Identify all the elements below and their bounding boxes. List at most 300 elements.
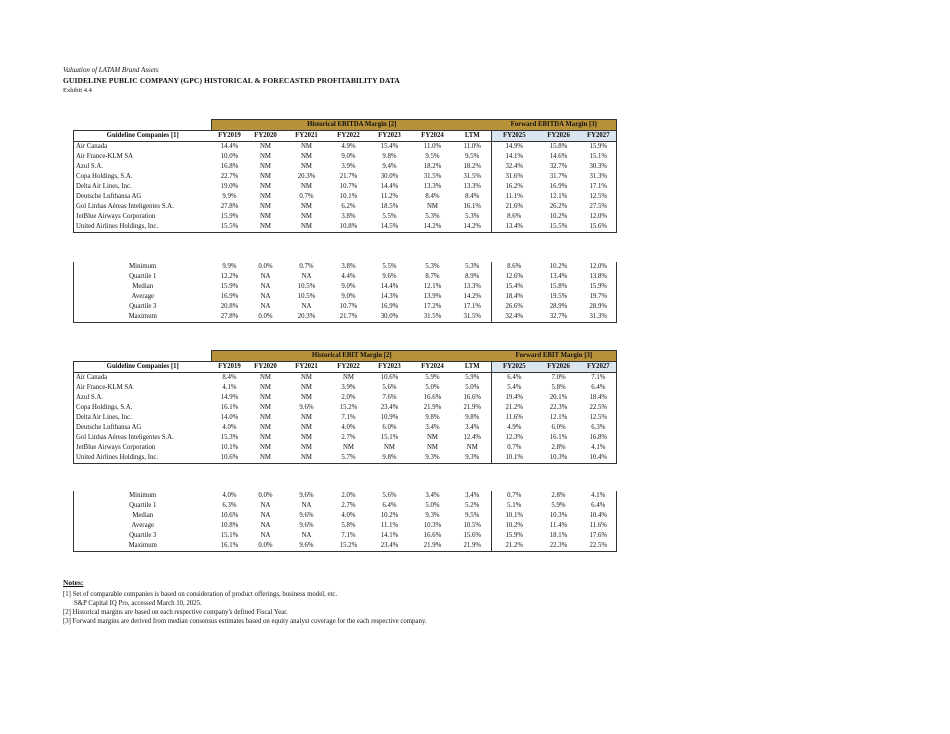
stat-value: 10.8% [220,522,239,529]
band-spacer [74,351,212,362]
company-name: Air France-KLM SA [74,383,212,393]
stat-value: 9.6% [299,522,314,529]
stat-name: Quartile 1 [74,501,212,511]
margin-value: 11.0% [423,143,442,150]
stat-value: 9.5% [465,512,480,519]
column-header-fy2019: FY2019 [212,131,248,142]
margin-value: NM [301,444,312,451]
stat-value: 16.9% [380,303,399,310]
stat-value: 8.7% [425,273,440,280]
margin-value: NM [260,163,271,170]
stat-value: 15.6% [463,532,482,539]
margin-value: 10.9% [380,414,399,421]
stat-value: 19.5% [549,293,568,300]
note-3: [3] Forward margins are derived from median consensus estimates based on equity analyst coverage for the each respective company. [63,618,427,625]
margin-value: 10.6% [212,453,248,464]
margin-value: 9.4% [382,163,397,170]
column-header-fy2022: FY2022 [330,131,368,142]
stat-value: 10.2% [380,512,399,519]
company-name: Air Canada [74,142,212,153]
margin-value: 10.1% [220,444,239,451]
margin-value: 15.6% [581,222,617,233]
margin-value: 5.5% [382,213,397,220]
margin-value: 3.8% [341,213,356,220]
margin-value: NM [260,434,271,441]
company-name: Gol Linhas Aéreas Inteligentes S.A. [74,202,212,212]
margin-value: 21.6% [492,202,537,212]
section-band-row [74,351,617,362]
margin-value: 26.2% [549,203,568,210]
column-header-fy2022: FY2022 [330,362,368,373]
stat-value: 30.0% [368,312,412,323]
margin-value: 12.0% [581,212,617,222]
margin-value: 15.5% [212,222,248,233]
margin-value: 6.0% [551,424,566,431]
stat-row [74,511,617,521]
margin-value: 14.1% [492,152,537,162]
margin-value: 5.3% [465,213,480,220]
margin-value: 8.4% [465,193,480,200]
margin-value: 15.4% [380,143,399,150]
stat-value: 10.3% [423,522,442,529]
stat-value: 13.4% [549,273,568,280]
margin-value: 31.5% [463,173,482,180]
margin-value: 16.1% [220,404,239,411]
stat-value: 17.1% [463,303,482,310]
stat-value: 4.0% [341,512,356,519]
margin-value: 2.8% [551,444,566,451]
margin-value: 32.4% [492,162,537,172]
margin-value: 15.5% [537,222,581,233]
company-name: Deutsche Lufthansa AG [74,192,212,202]
company-row [74,142,617,153]
margin-value: NM [260,193,271,200]
margin-value: 11.6% [492,413,537,423]
company-row [74,182,617,192]
margin-value: 27.8% [220,203,239,210]
stat-value: 0.0% [258,263,273,270]
column-header-fy2020: FY2020 [248,362,284,373]
stat-value: 14.1% [380,532,399,539]
section-band-row [74,120,617,131]
report-title: GUIDELINE PUBLIC COMPANY (GPC) HISTORICAL & FORECASTED PROFITABILITY DATA [63,76,400,85]
company-row [74,222,617,233]
stat-value: 28.9% [581,302,617,312]
column-header-fy2020: FY2020 [248,131,284,142]
stat-name: Average [74,292,212,302]
stat-row [74,282,617,292]
stat-value: 15.9% [581,282,617,292]
margin-value: 20.3% [297,173,316,180]
column-header-fy2025: FY2025 [492,362,537,373]
stat-value: 0.7% [299,263,314,270]
stat-value: 19.7% [581,292,617,302]
stat-value: 9.6% [382,273,397,280]
stat-value: 22.3% [537,541,581,552]
stat-value: NA [301,502,312,509]
margin-value: 18.2% [423,163,442,170]
stat-value: 17.6% [581,531,617,541]
stat-value: 4.0% [222,492,237,499]
stat-name: Quartile 3 [74,531,212,541]
margin-value: NM [301,394,312,401]
stat-row [74,501,617,511]
column-header-row [74,362,617,373]
margin-value: 10.8% [330,222,368,233]
stat-value: 12.6% [492,272,537,282]
stat-row [74,262,617,272]
stat-value: NA [260,502,271,509]
stat-value: 15.1% [220,532,239,539]
stat-value: NA [260,293,271,300]
ebit-summary-stats-table [73,491,617,552]
margin-value: NM [248,222,284,233]
stat-value: 5.3% [465,263,480,270]
margin-value: 21.9% [463,404,482,411]
companies-column-header: Guideline Companies [1] [74,131,212,142]
company-name: Copa Holdings, S.A. [74,172,212,182]
stat-name: Maximum [74,312,212,323]
margin-value: NM [301,384,312,391]
margin-value: 6.4% [492,373,537,384]
margin-value: 22.7% [220,173,239,180]
company-row [74,443,617,453]
exhibit-label: Exhibit 4.4 [63,87,92,94]
company-row [74,202,617,212]
stat-value: 10.5% [463,522,482,529]
column-header-fy2024: FY2024 [412,131,454,142]
stat-value: 12.2% [220,273,239,280]
margin-value: NM [301,203,312,210]
historical-header: Historical EBITDA Margin [2] [212,120,492,131]
stat-value: 8.6% [492,262,537,272]
margin-value: 16.1% [463,203,482,210]
stat-value: 3.8% [341,263,356,270]
company-row [74,212,617,222]
stat-value: 4.4% [341,273,356,280]
margin-value: NM [260,404,271,411]
stat-value: 27.8% [212,312,248,323]
stat-value: 14.4% [380,283,399,290]
margin-value: NM [260,213,271,220]
stat-value: 2.7% [341,502,356,509]
company-row [74,423,617,433]
margin-value: NM [301,374,312,381]
margin-value: 5.9% [465,374,480,381]
stat-value: 16.9% [220,293,239,300]
column-header-fy2027: FY2027 [581,131,617,142]
margin-value: 3.4% [465,424,480,431]
margin-value: 10.6% [380,374,399,381]
company-name: Deutsche Lufthansa AG [74,423,212,433]
margin-value: 14.5% [368,222,412,233]
margin-value: 32.7% [549,163,568,170]
stat-value: 7.1% [341,532,356,539]
margin-value: 9.6% [299,404,314,411]
company-name: United Airlines Holdings, Inc. [74,222,212,233]
margin-value: 14.9% [220,394,239,401]
margin-value: NM [427,203,438,210]
column-header-fy2026: FY2026 [537,131,581,142]
stat-value: 10.5% [297,293,316,300]
stat-name: Minimum [74,491,212,501]
stat-name: Maximum [74,541,212,552]
margin-value: 3.4% [425,424,440,431]
stat-value: 28.9% [549,303,568,310]
margin-value: 27.5% [581,202,617,212]
margin-value: 4.0% [222,424,237,431]
stat-value: 15.8% [549,283,568,290]
forward-header: Forward EBITDA Margin [3] [492,120,617,131]
margin-value: 4.9% [341,143,356,150]
margin-value: NM [260,203,271,210]
stat-value: 32.7% [537,312,581,323]
margin-value: NM [301,424,312,431]
margin-value: 9.8% [368,453,412,464]
stat-row [74,491,617,501]
margin-value: 6.4% [581,383,617,393]
margin-value: 15.3% [220,434,239,441]
margin-value: 18.4% [581,393,617,403]
margin-value: 10.4% [581,453,617,464]
stat-value: NA [301,532,312,539]
margin-value: 5.9% [425,374,440,381]
company-name: United Airlines Holdings, Inc. [74,453,212,464]
margin-value: NM [301,414,312,421]
margin-value: NM [260,394,271,401]
stat-value: 14.2% [463,293,482,300]
column-header-fy2019: FY2019 [212,362,248,373]
stat-value: 31.5% [412,312,454,323]
companies-column-header: Guideline Companies [1] [74,362,212,373]
company-name: Azul S.A. [74,162,212,172]
margin-value: NM [248,453,284,464]
margin-value: 15.1% [380,434,399,441]
margin-value: NM [466,444,478,451]
company-name: Gol Linhas Aéreas Inteligentes S.A. [74,433,212,443]
margin-value: 31.6% [492,172,537,182]
stat-value: 6.3% [222,502,237,509]
stat-row [74,312,617,323]
margin-value: NM [301,153,312,160]
stat-value: 11.4% [549,522,568,529]
margin-value: 8.4% [222,374,237,381]
margin-value: 14.6% [549,153,568,160]
margin-value: 9.9% [222,193,237,200]
margin-value: 14.9% [492,142,537,153]
stat-row [74,302,617,312]
margin-value: NM [427,434,438,441]
margin-value: 9.8% [425,414,440,421]
stat-name: Minimum [74,262,212,272]
stat-value: 0.0% [258,492,273,499]
stat-value: 9.3% [425,512,440,519]
margin-value: 5.0% [425,384,440,391]
margin-value: NM [301,183,312,190]
company-row [74,403,617,413]
stat-value: 9.0% [341,293,356,300]
stat-value: 15.2% [330,541,368,552]
margin-value: 5.4% [492,383,537,393]
margin-value: 7.6% [382,394,397,401]
margin-value: 12.3% [492,433,537,443]
margin-value: 18.2% [463,163,482,170]
stat-row [74,531,617,541]
margin-value: 9.3% [454,453,492,464]
margin-value: 14.0% [220,414,239,421]
margin-value: 10.2% [549,213,568,220]
margin-value: NM [260,143,271,150]
stat-value: 26.6% [492,302,537,312]
stat-row [74,541,617,552]
margin-value: 0.7% [492,443,537,453]
margin-value: 14.4% [380,183,399,190]
margin-value: 10.1% [339,193,358,200]
margin-value: 15.2% [339,404,358,411]
stat-value: 3.4% [465,492,480,499]
margin-value: 2.0% [341,394,356,401]
stat-value: 21.2% [492,541,537,552]
company-row [74,192,617,202]
stat-value: 6.4% [581,501,617,511]
stat-value: 17.2% [423,303,442,310]
stat-value: NA [260,273,271,280]
margin-value: 16.1% [549,434,568,441]
company-name: Copa Holdings, S.A. [74,403,212,413]
stat-value: 5.5% [382,263,397,270]
margin-value: 4.9% [492,423,537,433]
stat-value: NA [260,512,271,519]
margin-value: 4.1% [222,384,237,391]
stat-value: 9.0% [341,283,356,290]
margin-value: NM [301,213,312,220]
company-name: Air Canada [74,373,212,384]
stat-value: NA [260,522,271,529]
margin-value: 16.8% [581,433,617,443]
margin-value: 5.7% [330,453,368,464]
column-header-fy2026: FY2026 [537,362,581,373]
stat-value: 22.5% [581,541,617,552]
stat-value: 2.8% [551,492,566,499]
margin-value: 6.2% [341,203,356,210]
margin-value: 9.5% [425,153,440,160]
stat-value: 5.9% [551,502,566,509]
margin-value: 23.4% [380,404,399,411]
stat-value: 10.1% [492,511,537,521]
ebit-margin-table [73,350,617,464]
stat-value: 15.4% [492,282,537,292]
stat-value: 3.4% [425,492,440,499]
margin-value: NM [284,453,330,464]
margin-value: NM [260,384,271,391]
column-header-fy2027: FY2027 [581,362,617,373]
margin-value: NM [260,374,271,381]
column-header-fy2025: FY2025 [492,131,537,142]
stat-value: 10.2% [549,263,568,270]
margin-value: 30.3% [581,162,617,172]
stat-value: NA [301,273,312,280]
margin-value: 13.4% [492,222,537,233]
company-row [74,393,617,403]
margin-value: 13.3% [463,183,482,190]
stat-value: 16.1% [212,541,248,552]
margin-value: 21.7% [339,173,358,180]
company-name: Azul S.A. [74,393,212,403]
margin-value: NM [301,143,312,150]
stat-value: 13.8% [581,272,617,282]
column-header-fy2021: FY2021 [284,131,330,142]
stat-value: 9.6% [299,492,314,499]
company-name: Delta Air Lines, Inc. [74,182,212,192]
margin-value: 10.1% [492,453,537,464]
margin-value: 30.0% [380,173,399,180]
column-header-fy2023: FY2023 [368,131,412,142]
stat-value: 12.1% [423,283,442,290]
stat-value: 16.6% [423,532,442,539]
margin-value: 5.3% [425,213,440,220]
company-row [74,383,617,393]
margin-value: 8.4% [425,193,440,200]
stat-value: 0.0% [248,312,284,323]
stat-value: 13.3% [463,283,482,290]
margin-value: 16.9% [549,183,568,190]
stat-row [74,521,617,531]
margin-value: 12.1% [549,414,568,421]
stat-name: Median [74,511,212,521]
margin-value: 14.2% [412,222,454,233]
margin-value: 12.4% [463,434,482,441]
margin-value: 16.8% [220,163,239,170]
stat-row [74,272,617,282]
margin-value: 11.1% [492,192,537,202]
company-row [74,162,617,172]
stat-row [74,292,617,302]
margin-value: 5.0% [465,384,480,391]
company-name: Delta Air Lines, Inc. [74,413,212,423]
margin-value: NM [384,444,395,451]
stat-value: 11.6% [581,521,617,531]
stat-value: 5.2% [465,502,480,509]
stat-value: 10.5% [297,283,316,290]
margin-value: NM [301,163,312,170]
historical-header: Historical EBIT Margin [2] [212,351,492,362]
margin-value: 13.3% [423,183,442,190]
margin-value: 8.6% [492,212,537,222]
stat-value: 31.3% [581,312,617,323]
margin-value: 5.8% [551,384,566,391]
margin-value: 18.5% [380,203,399,210]
stat-value: 10.3% [549,512,568,519]
margin-value: 11.2% [380,193,399,200]
company-row [74,413,617,423]
stat-value: 21.7% [330,312,368,323]
stat-value: 31.5% [454,312,492,323]
stat-value: 13.9% [423,293,442,300]
margin-value: 22.5% [581,403,617,413]
margin-value: 6.0% [382,424,397,431]
margin-value: 16.6% [463,394,482,401]
margin-value: 10.0% [220,153,239,160]
note-1-source: S&P Capital IQ Pro, accessed March 10, 2025. [74,600,202,607]
column-header-ltm: LTM [454,131,492,142]
margin-value: 3.9% [341,384,356,391]
company-name: JetBlue Airways Corporation [74,212,212,222]
stat-value: 5.0% [425,502,440,509]
stat-name: Median [74,282,212,292]
ebitda-summary-stats-table [73,262,617,323]
stat-value: 5.1% [492,501,537,511]
notes-section [63,578,427,626]
